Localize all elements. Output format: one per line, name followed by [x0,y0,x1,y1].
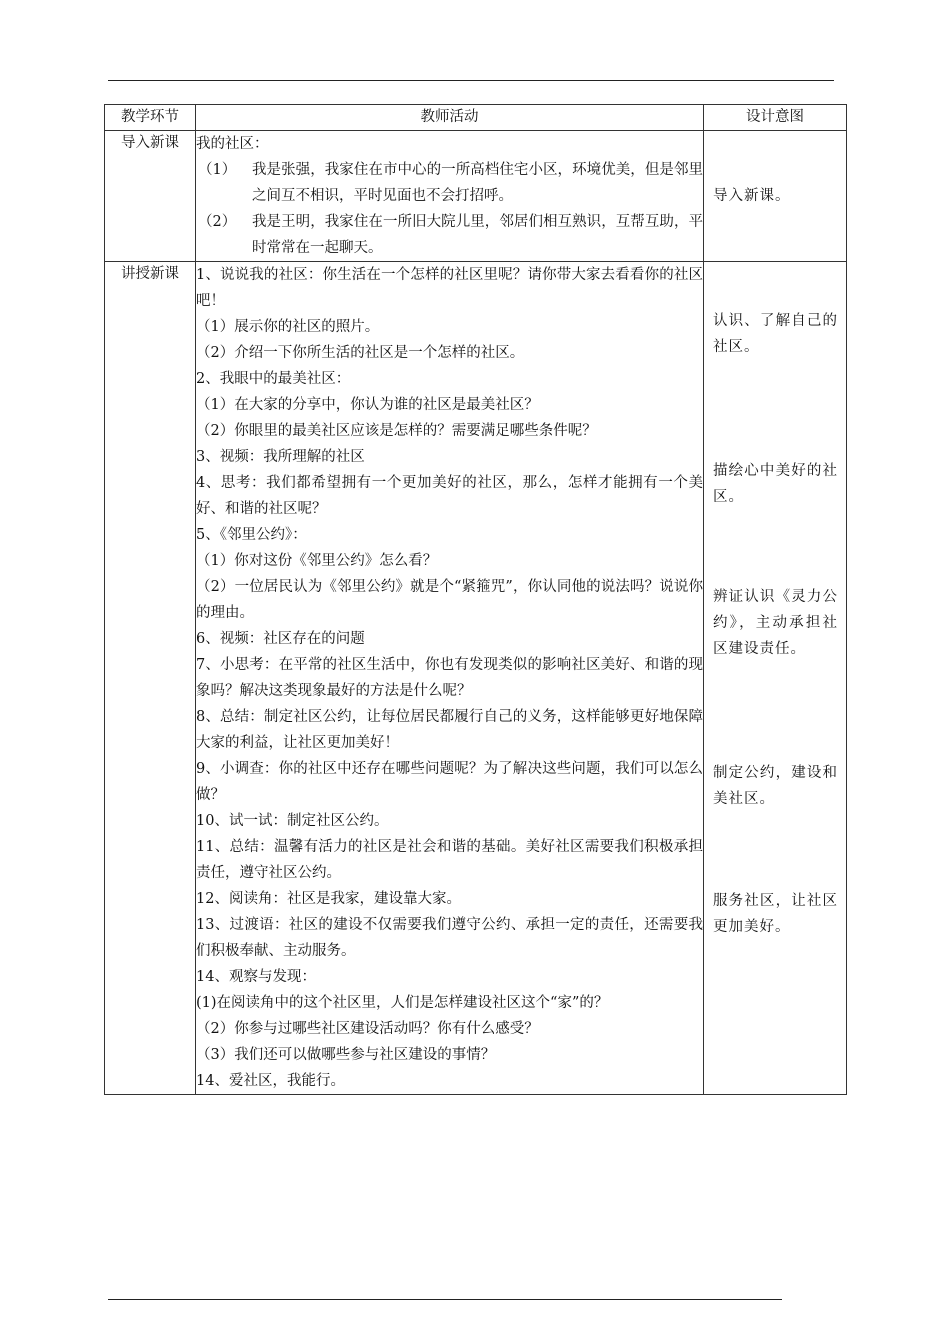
activity-line: （1）展示你的社区的照片。 [196,319,380,335]
purpose-text: 服务社区，让社区更加美好。 [713,893,838,935]
activity-line: 3、视频：我所理解的社区 [196,449,365,465]
intro-item [196,157,703,209]
item-text: 我是张强，我家住在市中心的一所高档住宅小区，环境优美，但是邻里之间互不相识，平时见面也不会打招呼。 [252,162,703,204]
activity-line: 14、爱社区，我能行。 [196,1073,345,1089]
col-header-purpose: 设计意图 [704,105,847,131]
activity-line: 6、视频：社区存在的问题 [196,631,365,647]
activity-line: 10、试一试：制定社区公约。 [196,813,389,829]
activity-line: 9、小调查：你的社区中还存在哪些问题呢？为了解决这些问题，我们可以怎么做？ [196,761,703,803]
item-number: （2） [198,214,237,230]
activity-line: （1）在大家的分享中，你认为谁的社区是最美社区？ [196,397,539,413]
activity-line: 8、总结：制定社区公约，让每位居民都履行自己的义务，这样能够更好地保障大家的利益，让社区更加美好！ [196,709,703,751]
activity-line: （2）介绍一下你所生活的社区是一个怎样的社区。 [196,345,525,361]
activity-line: 14、观察与发现： [196,969,316,985]
activity-line: （2）你参与过哪些社区建设活动吗？你有什么感受？ [196,1021,539,1037]
activity-line: （2）一位居民认为《邻里公约》就是个“紧箍咒”，你认同他的说法吗？说说你的理由。 [196,579,703,621]
activity-line: 2、我眼中的最美社区： [196,371,351,387]
teach-activity [196,262,704,1095]
col-header-activity: 教师活动 [196,105,704,131]
intro-purpose-cell [704,131,847,262]
activity-line: （3）我们还可以做哪些参与社区建设的事情？ [196,1047,496,1063]
activity-line: 13、过渡语：社区的建设不仅需要我们遵守公约、承担一定的责任，还需要我们积极奉献、主动服务。 [196,917,703,959]
intro-row [105,131,847,262]
activity-line: 5、《邻里公约》： [196,527,307,543]
teach-purpose-cell [704,262,847,1095]
footer-rule [108,1299,782,1300]
lesson-plan-table [104,104,847,1095]
purpose-text: 制定公约，建设和美社区。 [713,765,838,807]
purpose-text: 辨证认识《灵力公约》，主动承担社区建设责任。 [713,589,838,657]
col-header-stage: 教学环节 [105,105,196,131]
activity-line: （1）你对这份《邻里公约》怎么看？ [196,553,438,569]
purpose-text: 描绘心中美好的社区。 [713,463,838,505]
section-label-teach: 讲授新课 [105,262,196,1095]
activity-line: 7、小思考：在平常的社区生活中，你也有发现类似的影响社区美好、和谐的现象吗？解决这类现象最好的方法是什么呢？ [196,657,703,699]
activity-line: 11、总结：温馨有活力的社区是社会和谐的基础。美好社区需要我们积极承担责任，遵守社区公约。 [196,839,703,881]
header-row [105,105,847,131]
activity-line: (1)在阅读角中的这个社区里，人们是怎样建设社区这个“家”的？ [196,995,609,1011]
purpose-text: 导入新课。 [713,188,791,204]
item-number: （1） [198,162,237,178]
section-label-intro: 导入新课 [105,131,196,262]
header-rule [108,80,834,81]
activity-line: 12、阅读角：社区是我家，建设靠大家。 [196,891,461,907]
teach-row [105,262,847,1095]
activity-line: 4、思考：我们都希望拥有一个更加美好的社区，那么，怎样才能拥有一个美好、和谐的社区呢？ [196,475,703,517]
intro-item [196,209,703,261]
intro-heading: 我的社区： [196,136,269,152]
purpose-text: 认识、了解自己的社区。 [713,313,838,355]
item-text: 我是王明，我家住在一所旧大院儿里，邻居们相互熟识，互帮互助，平时常常在一起聊天。 [252,214,703,256]
intro-activity [196,131,704,262]
activity-line: （2）你眼里的最美社区应该是怎样的？需要满足哪些条件呢？ [196,423,597,439]
activity-line: 1、说说我的社区：你生活在一个怎样的社区里呢？请你带大家去看看你的社区吧！ [196,267,703,309]
